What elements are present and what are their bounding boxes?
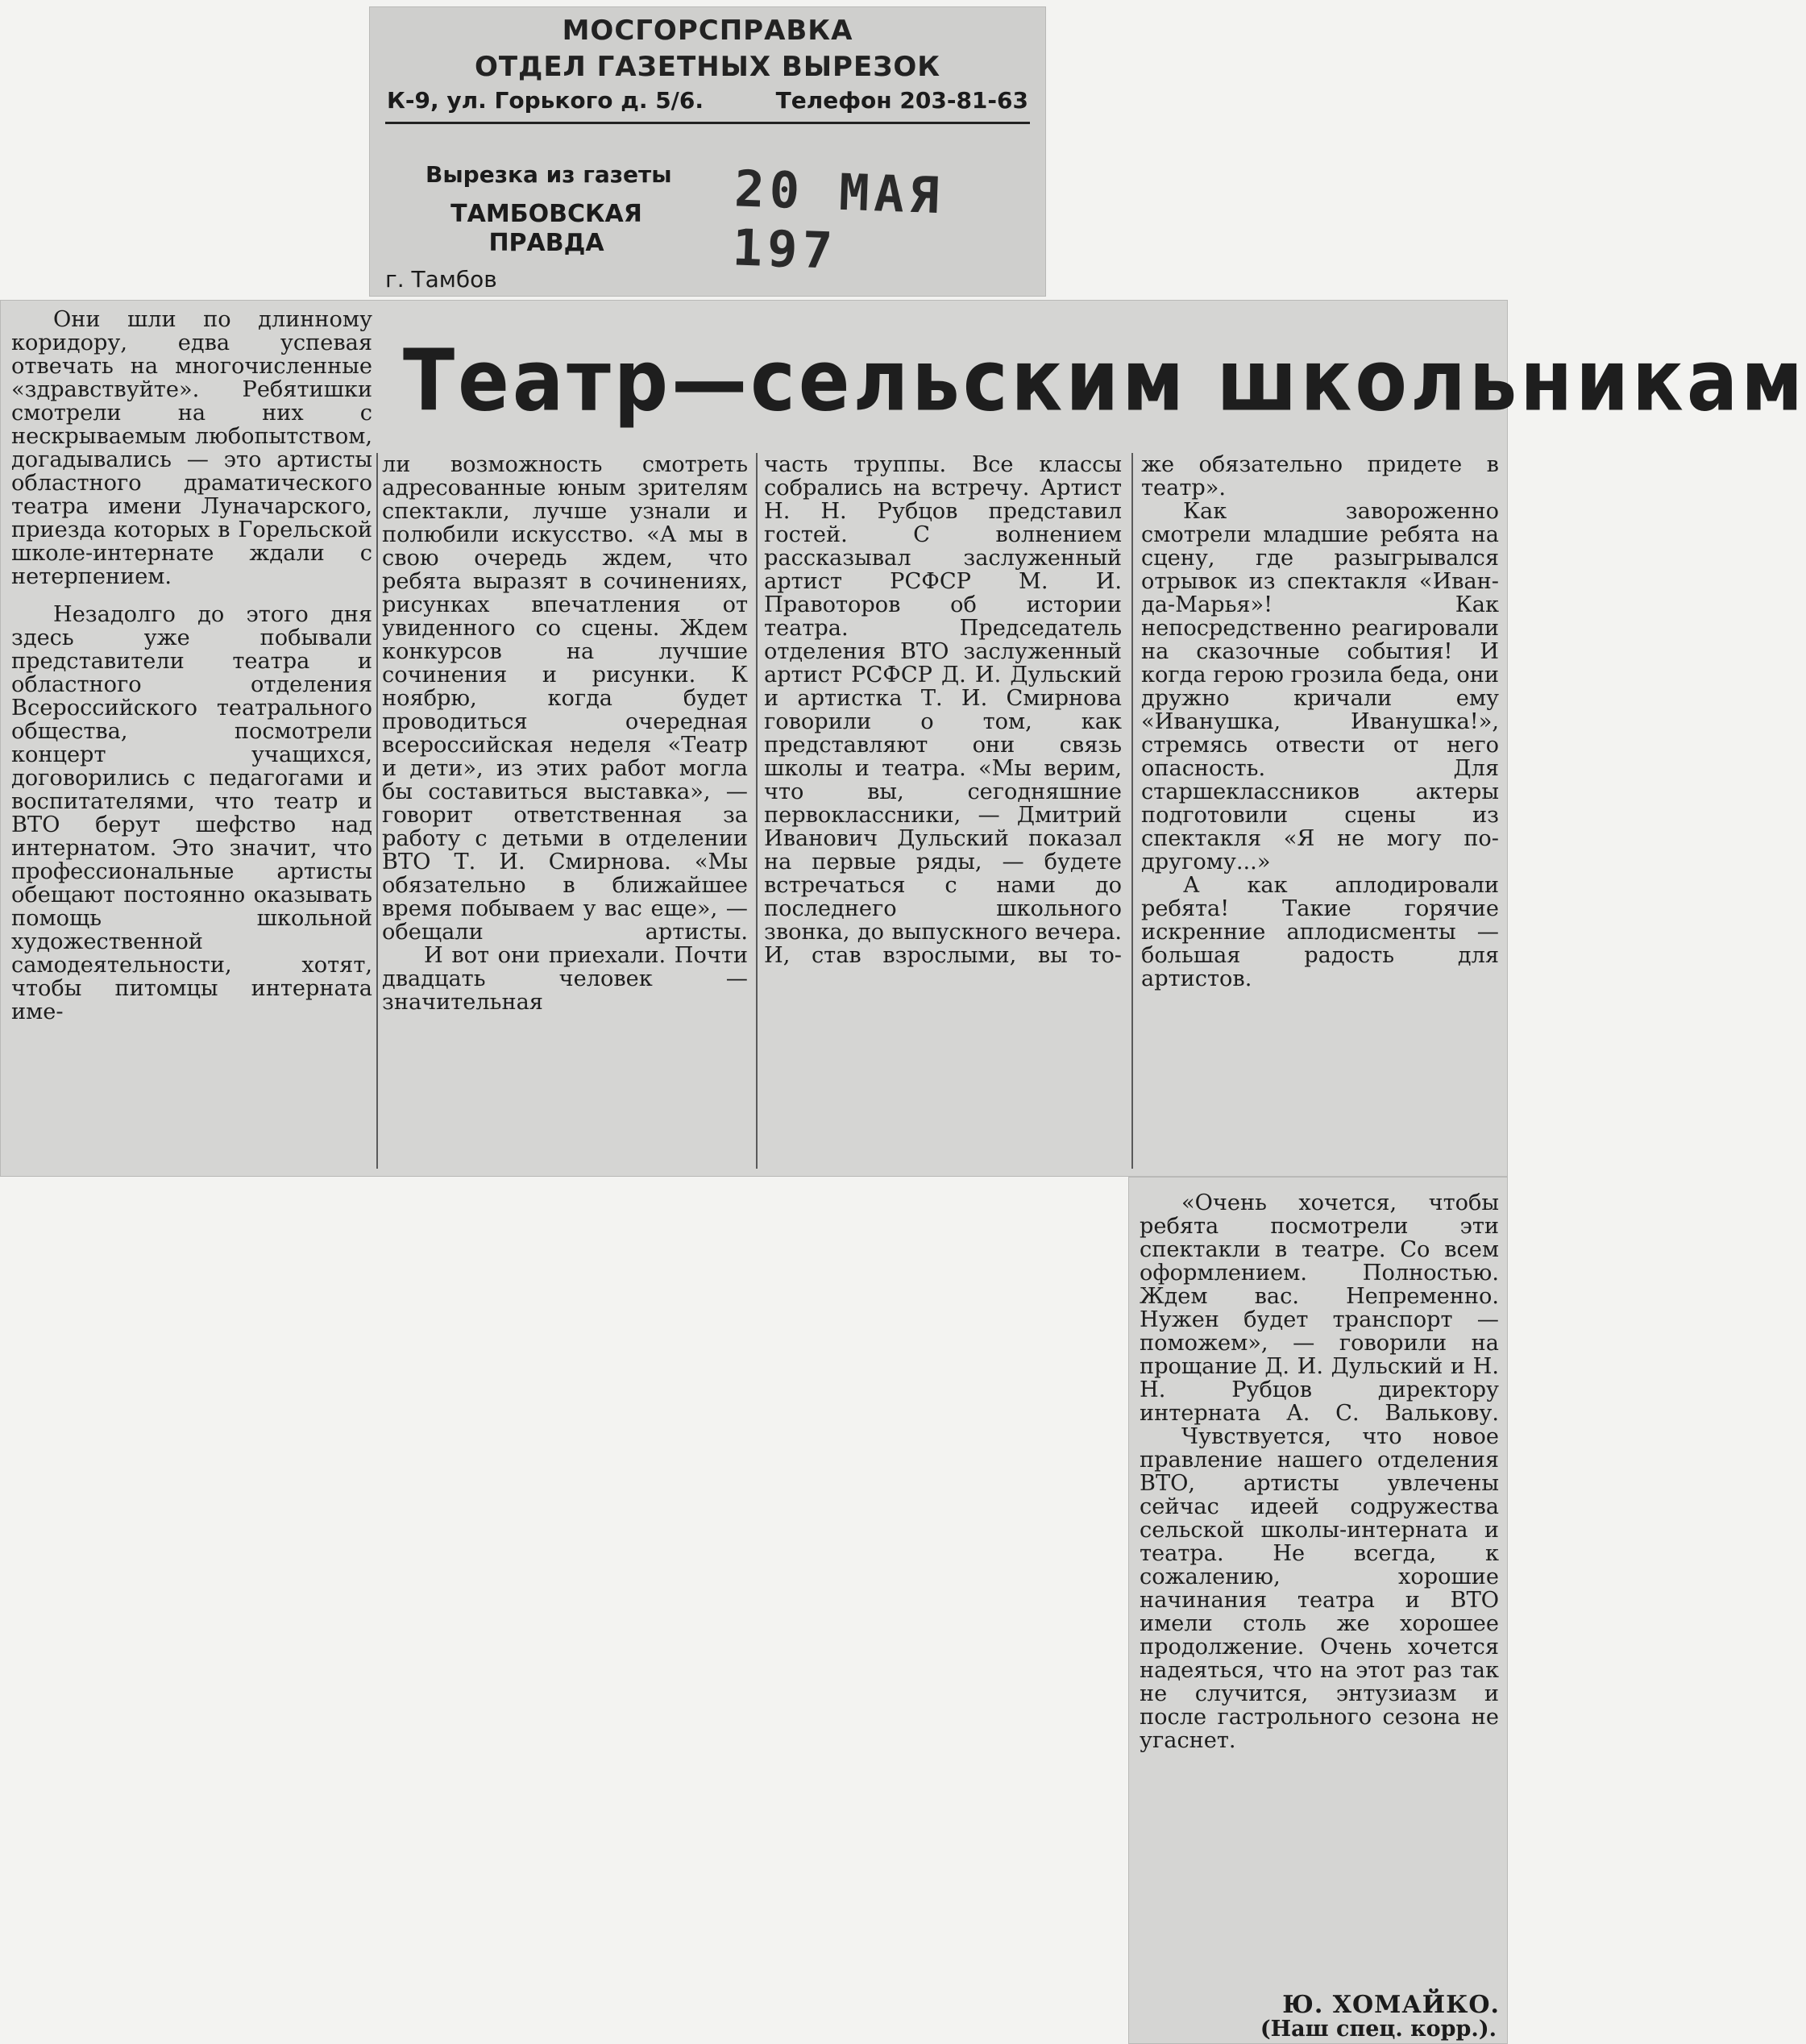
article-column-4 [1141,453,1499,991]
stamp-department: ОТДЕЛ ГАЗЕТНЫХ ВЫРЕЗОК [474,51,941,83]
paragraph: И вот они приехали. Почти двадцать человек — значительная [382,943,748,1015]
newspaper-clipping-continuation [1128,1177,1508,2044]
stamp-date: 20 МАЯ 197 [731,159,945,280]
article-column-1 [11,308,372,1024]
stamp-org: МОСГОРСПРАВКА [562,15,853,47]
column-rule [376,453,378,1169]
archive-stamp [369,6,1046,297]
stamp-address: К-9, ул. Горького д. 5/6. [387,87,704,114]
article-column-5 [1140,1191,1499,1752]
article-column-3 [764,453,1122,967]
newspaper-clipping-main [0,300,1806,1177]
paragraph: Как завороженно смотрели младшие ребята на сцену, где разыгрывался отрывок из спектакля «Иван-да-Марья»! Как непосредственно реагировали на сказочные события! И когда герою грозила беда, они дружно кричали ему «Иванушка, Иванушка!», стремясь отвести от него опасность. Для старшеклассников актеры подготовили сцены из спектакля «Я не могу по-другому...» [1141,499,1500,875]
paragraph: ли возможность смотреть адресованные юным зрителям спектакли, лучше узнали и полюбили искусство. «А мы в свою очередь ждем, что ребята выразят в сочинениях, рисунках впечатления от увиденного со сцены. Ждем конкурсов на лучшие сочинения и рисунки. К ноябрю, когда будет проводиться очередная всероссийская неделя «Театр и дети», из этих работ могла бы составиться выставка», — говорит ответственная за работу с детьми в отделении ВТО Т. И. Смирнова. «Мы обязательно в ближайшее время побываем у вас еще», — обещали артисты. [382,452,748,945]
article-column-2 [382,453,748,1014]
stamp-city: г. Тамбов [385,266,497,293]
paragraph: часть труппы. Все классы собрались на встречу. Артист Н. Н. Рубцов представил гостей. С волнением рассказывал заслуженный артист РСФСР М. И. Правоторов об истории театра. Председатель отделения ВТО заслуженный артист РСФСР Д. И. Дульский и артистка Т. И. Смирнова говорили о том, как представляют они связь школы и театра. «Мы верим, что вы, сегодняшние первоклассники, — Дмитрий Иванович Дульский показал на первые ряды, — будете встречаться с нами до последнего школьного звонка, до выпускного вечера. И, став взрослыми, вы то- [764,452,1122,968]
paragraph: же обязательно придете в театр». [1141,452,1499,501]
paragraph: «Очень хочется, чтобы ребята посмотрели эти спектакли в театре. Со всем оформлением. Полностью. Ждем вас. Непременно. Нужен будет транспорт — поможем», — говорили на прощание Д. И. Дульский и Н. Н. Рубцов директору интерната А. С. Валькову. [1140,1190,1499,1426]
paragraph: Незадолго до этого дня здесь уже побывали представители театра и областного отделения Всероссийского театрального общества, посмотрели концерт учащихся, договорились с педагогами и воспитателями, что театр и ВТО берут шефство над интернатом. Это значит, что профессиональные артисты обещают постоянно оказывать помощь школьной художественной самодеятельности, хотят, чтобы питомцы интерната име- [11,602,372,1024]
paragraph: Они шли по длинному коридору, едва успевая отвечать на многочисленные «здравствуйте». Ребятишки смотрели на них с нескрываемым любопытством, догадывались — это артисты областного драматического театра имени Луначарского, приезда которых в Горельской школе-интернате ждали с нетерпением. [11,307,372,589]
column-rule [756,453,758,1169]
stamp-newspaper: ТАМБОВСКАЯ ПРАВДА [450,200,642,257]
article-title: Театр—сельским школьникам [403,332,1806,431]
article-author: Ю. ХОМАЙКО. [1282,1991,1500,2019]
stamp-clip-label: Вырезка из газеты [426,161,672,188]
paragraph: Чувствуется, что новое правление нашего отделения ВТО, артисты увлечены сейчас идеей содружества сельской школы-интерната и театра. Не всегда, к сожалению, хорошие начинания театра и ВТО имели столь же хорошее продолжение. Очень хочется надеяться, что на этот раз так не случится, энтузиазм и после гастрольного сезона не угаснет. [1140,1424,1499,1753]
author-note: (Наш спец. корр.). [1260,2017,1497,2042]
stamp-divider [385,122,1030,124]
stamp-phone: Телефон 203-81-63 [775,87,1028,114]
paragraph: А как аплодировали ребята! Такие горячие искренние аплодисменты — большая радость для артистов. [1141,873,1499,991]
column-rule [1131,453,1133,1169]
